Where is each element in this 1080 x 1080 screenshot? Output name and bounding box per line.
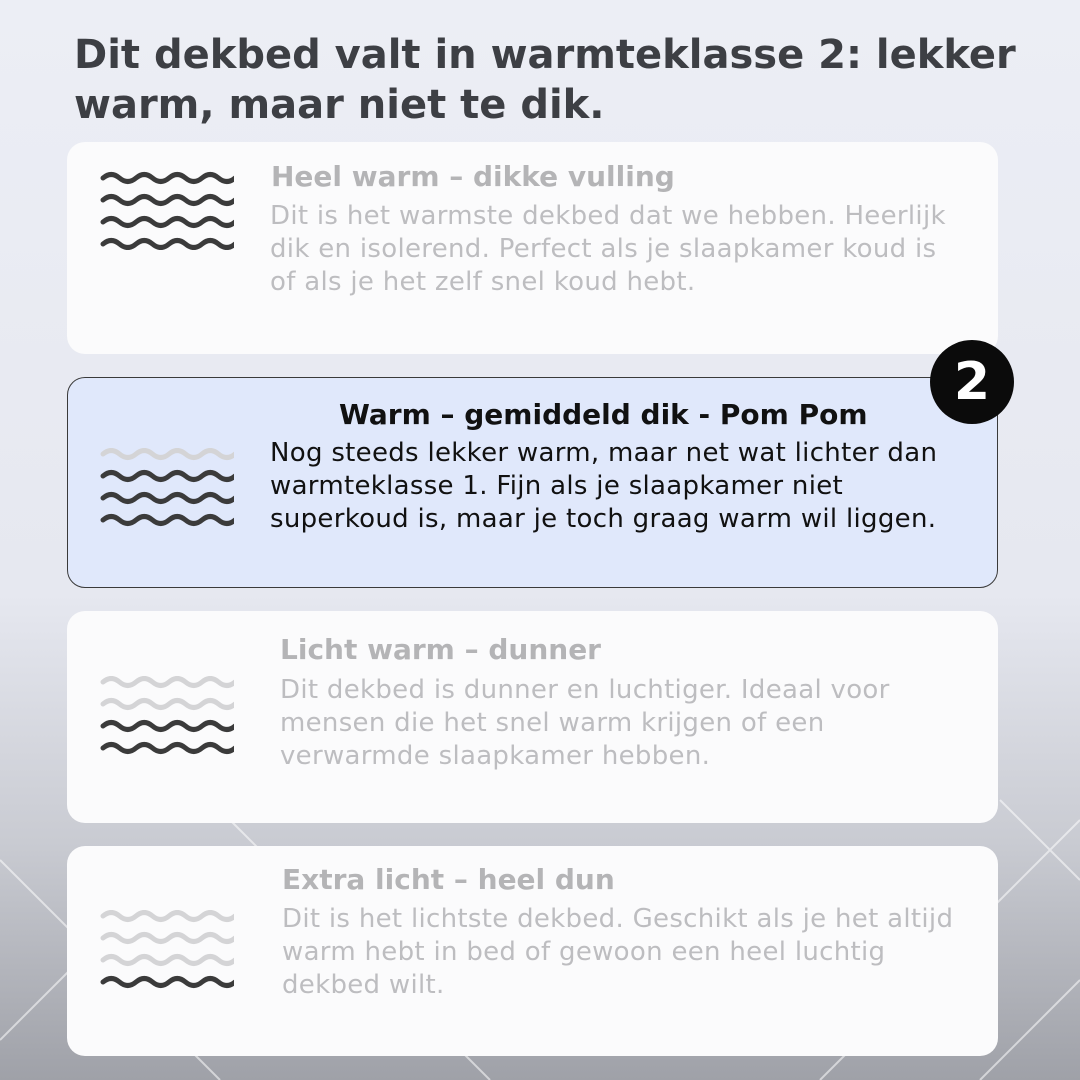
four-waves-icon bbox=[100, 448, 234, 530]
card-title: Heel warm – dikke vulling bbox=[271, 160, 675, 193]
card-description: Dit is het warmste dekbed dat we hebben. Heerlijk dik en isolerend. Perfect als je slaapkamer koud is of als je het zelf snel koud hebt. bbox=[270, 201, 946, 297]
card-title: Licht warm – dunner bbox=[280, 633, 601, 666]
card-title: Warm – gemiddeld dik - Pom Pom bbox=[339, 398, 868, 431]
four-waves-icon bbox=[100, 910, 234, 992]
card-description: Dit dekbed is dunner en luchtiger. Ideaal voor mensen die het snel warm krijgen of een verwarmde slaapkamer hebben. bbox=[280, 675, 890, 771]
card-description: Nog steeds lekker warm, maar net wat lichter dan warmteklasse 1. Fijn als je slaapkamer niet superkoud is, maar je toch graag warm wil liggen. bbox=[270, 438, 938, 534]
page-title: Dit dekbed valt in warmteklasse 2: lekker warm, maar niet te dik. bbox=[74, 32, 1016, 128]
card-title: Extra licht – heel dun bbox=[282, 863, 615, 896]
four-waves-icon bbox=[100, 168, 234, 250]
warmth-class-badge: 2 bbox=[930, 340, 1014, 424]
card-description: Dit is het lichtste dekbed. Geschikt als je het altijd warm hebt in bed of gewoon een heel luchtig dekbed wilt. bbox=[282, 904, 954, 1000]
four-waves-icon bbox=[100, 676, 234, 758]
